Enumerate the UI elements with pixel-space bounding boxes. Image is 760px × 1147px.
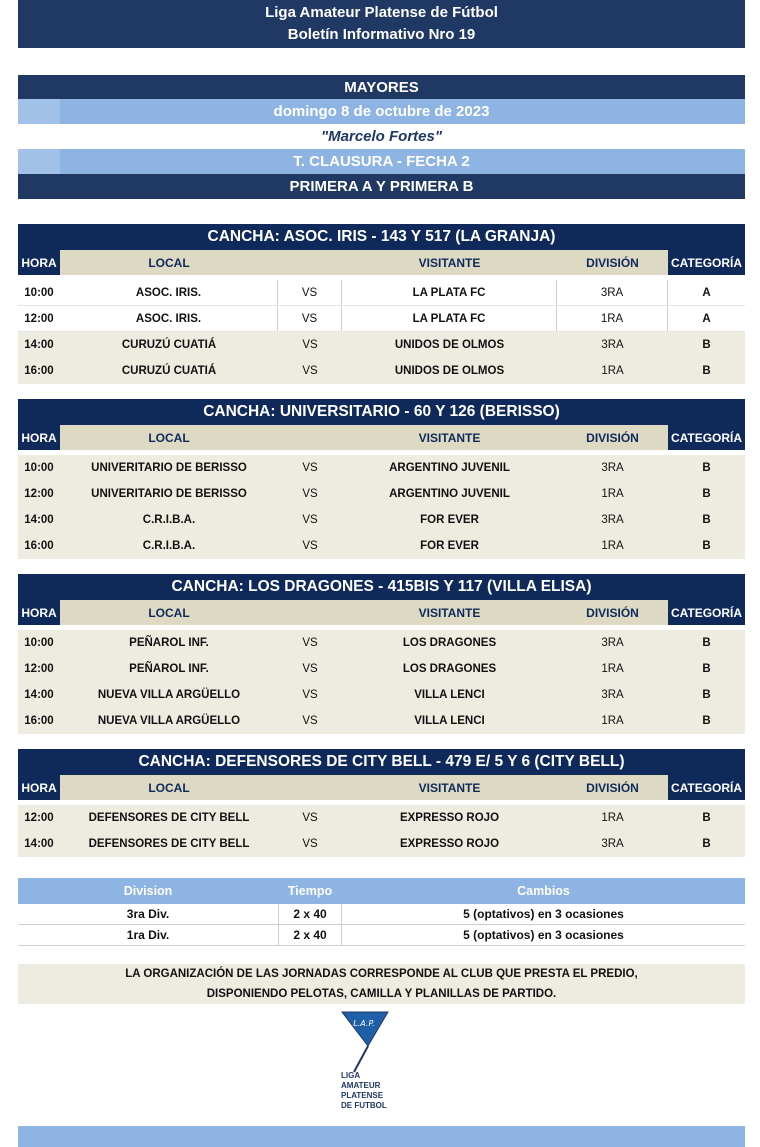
venue-title: CANCHA: LOS DRAGONES - 415BIS Y 117 (VILLA ELISA): [18, 574, 745, 600]
home-team: C.R.I.B.A.: [142, 540, 196, 552]
versus-label: VS: [302, 838, 318, 850]
match-category: B: [702, 365, 711, 377]
header-local: LOCAL: [60, 250, 278, 275]
match-row: [18, 805, 745, 831]
logo-line-1: LIGA: [341, 1071, 361, 1080]
match-category: B: [702, 488, 711, 500]
versus-label: VS: [302, 365, 318, 377]
flag-pole: [354, 1046, 368, 1072]
flag-text: L.A.P.: [353, 1019, 375, 1028]
table-header: [18, 600, 745, 625]
header-visitante: VISITANTE: [342, 250, 557, 275]
match-time: 10:00: [24, 286, 54, 299]
versus-label: VS: [302, 462, 318, 474]
header-categoria: CATEGORÍA: [668, 425, 745, 450]
home-team: CURUZÚ CUATIÁ: [121, 339, 217, 351]
versus-label: VS: [302, 715, 318, 727]
match-division: 1RA: [601, 812, 624, 824]
versus-label: VS: [302, 689, 318, 701]
away-team: EXPRESSO ROJO: [399, 838, 500, 850]
home-team: ASOC. IRIS.: [60, 306, 278, 331]
versus-label: VS: [302, 514, 318, 526]
versus-label: VS: [302, 637, 318, 649]
home-team: C.R.I.B.A.: [142, 514, 196, 526]
category-band: [18, 75, 745, 99]
header-hora: HORA: [18, 425, 60, 450]
match-time: 12:00: [24, 663, 54, 675]
match-division: 1RA: [601, 540, 624, 552]
match-row: [18, 708, 745, 734]
away-team: FOR EVER: [420, 514, 479, 526]
tribute-name: "Marcelo Fortes": [321, 128, 442, 145]
versus-label: VS: [302, 540, 318, 552]
match-division: 1RA: [601, 715, 624, 727]
divisions-label: PRIMERA A Y PRIMERA B: [289, 178, 474, 195]
away-team: VILLA LENCI: [414, 715, 485, 727]
times-cambios: 5 (optativos) en 3 ocasiones: [463, 928, 624, 942]
match-division: 1RA: [601, 663, 624, 675]
flag-shape: [342, 1012, 388, 1046]
home-team: UNIVERITARIO DE BERISSO: [91, 462, 247, 474]
match-row: [18, 332, 745, 358]
header-categoria: CATEGORÍA: [668, 775, 745, 800]
venue-section: [18, 574, 745, 734]
home-team: UNIVERITARIO DE BERISSO: [91, 488, 247, 500]
tournament-band: [18, 149, 745, 174]
match-time: 14:00: [24, 514, 54, 526]
category-label: MAYORES: [344, 78, 419, 96]
match-row: [18, 533, 745, 559]
header-categoria: CATEGORÍA: [668, 250, 745, 275]
home-team: ASOC. IRIS.: [60, 280, 278, 305]
versus-label: VS: [302, 339, 318, 351]
note-line-1: LA ORGANIZACIÓN DE LAS JORNADAS CORRESPONDE AL CLUB QUE PRESTA EL PREDIO,: [125, 968, 638, 980]
times-header-division: Division: [123, 884, 173, 898]
match-category: B: [702, 689, 711, 701]
versus-label: VS: [302, 488, 318, 500]
table-header: [18, 775, 745, 800]
header-division: DIVISIÓN: [557, 775, 668, 800]
match-times-table: [18, 878, 745, 946]
match-division: 3RA: [601, 514, 624, 526]
header-gap: [278, 425, 342, 450]
header-division: DIVISIÓN: [557, 600, 668, 625]
home-team: NUEVA VILLA ARGÜELLO: [97, 689, 241, 701]
times-tiempo: 2 x 40: [278, 904, 342, 924]
away-team: FOR EVER: [420, 540, 479, 552]
match-time: 14:00: [24, 689, 54, 701]
match-row: [18, 682, 745, 708]
versus-label: VS: [302, 663, 318, 675]
away-team: EXPRESSO ROJO: [399, 812, 500, 824]
match-category: B: [702, 663, 711, 675]
match-category: B: [702, 339, 711, 351]
bulletin-title: Boletín Informativo Nro 19: [287, 26, 476, 43]
header-local: LOCAL: [60, 775, 278, 800]
match-row: [18, 507, 745, 533]
away-team: LA PLATA FC: [342, 306, 557, 331]
away-team: VILLA LENCI: [414, 689, 485, 701]
match-category: B: [702, 838, 711, 850]
header-division: DIVISIÓN: [557, 425, 668, 450]
match-time: 16:00: [24, 365, 54, 377]
away-team: LOS DRAGONES: [402, 637, 497, 649]
header-categoria: CATEGORÍA: [668, 600, 745, 625]
header-local: LOCAL: [60, 600, 278, 625]
away-team: LA PLATA FC: [342, 280, 557, 305]
table-header: [18, 250, 745, 275]
versus-label: VS: [302, 812, 318, 824]
match-date: domingo 8 de octubre de 2023: [273, 103, 490, 120]
header-local: LOCAL: [60, 425, 278, 450]
away-team: ARGENTINO JUVENIL: [389, 488, 510, 500]
match-division: 3RA: [601, 339, 624, 351]
match-time: 14:00: [24, 339, 54, 351]
bulletin-header: [18, 0, 745, 48]
versus-label: VS: [278, 280, 342, 305]
match-category: B: [702, 637, 711, 649]
match-time: 12:00: [24, 812, 54, 824]
band-marker: [18, 99, 60, 124]
header-visitante: VISITANTE: [342, 775, 557, 800]
logo-caption: [341, 1071, 387, 1111]
header-division: DIVISIÓN: [557, 250, 668, 275]
match-time: 16:00: [24, 540, 54, 552]
venue-title: CANCHA: DEFENSORES DE CITY BELL - 479 E/ 5 Y 6 (CITY BELL): [18, 749, 745, 775]
header-hora: HORA: [18, 775, 60, 800]
match-row: [18, 455, 745, 481]
times-division: 1ra Div.: [126, 928, 170, 942]
header-hora: HORA: [18, 250, 60, 275]
logo-line-4: DE FUTBOL: [341, 1101, 387, 1110]
home-team: CURUZÚ CUATIÁ: [121, 365, 217, 377]
header-hora: HORA: [18, 600, 60, 625]
header-gap: [278, 250, 342, 275]
header-visitante: VISITANTE: [342, 600, 557, 625]
home-team: DEFENSORES DE CITY BELL: [88, 812, 250, 824]
times-row: [18, 904, 745, 925]
venue-section: [18, 399, 745, 559]
times-header: [18, 878, 745, 904]
logo-line-2: AMATEUR: [341, 1081, 381, 1090]
match-time: 16:00: [24, 715, 54, 727]
match-division: 1RA: [601, 365, 624, 377]
match-division: 1RA: [557, 306, 668, 331]
match-category: B: [702, 540, 711, 552]
match-division: 3RA: [557, 280, 668, 305]
away-team: LOS DRAGONES: [402, 663, 497, 675]
date-band: [18, 99, 745, 124]
footer-band: [18, 1126, 745, 1147]
venue-section: [18, 224, 745, 384]
divisions-band: [18, 174, 745, 199]
match-row: [18, 280, 745, 306]
match-division: 3RA: [601, 462, 624, 474]
match-category: B: [702, 462, 711, 474]
match-division: 1RA: [601, 488, 624, 500]
header-visitante: VISITANTE: [342, 425, 557, 450]
organization-note: [18, 964, 745, 1004]
match-time: 14:00: [24, 838, 54, 850]
match-time: 10:00: [24, 462, 54, 474]
match-division: 3RA: [601, 838, 624, 850]
match-category: A: [702, 312, 711, 325]
match-row: [18, 630, 745, 656]
away-team: UNIDOS DE OLMOS: [394, 339, 505, 351]
home-team: PEÑAROL INF.: [129, 663, 209, 675]
band-marker: [18, 149, 60, 174]
venue-section: [18, 749, 745, 857]
logo-line-3: PLATENSE: [341, 1091, 384, 1100]
times-header-cambios: Cambios: [517, 884, 570, 898]
away-team: ARGENTINO JUVENIL: [389, 462, 510, 474]
match-row: [18, 481, 745, 507]
times-header-tiempo: Tiempo: [287, 884, 333, 898]
times-cambios: 5 (optativos) en 3 ocasiones: [463, 907, 624, 921]
times-division: 3ra Div.: [126, 907, 170, 921]
venue-title: CANCHA: UNIVERSITARIO - 60 Y 126 (BERISSO): [18, 399, 745, 425]
away-team: UNIDOS DE OLMOS: [394, 365, 505, 377]
match-category: B: [702, 514, 711, 526]
match-row: [18, 656, 745, 682]
match-division: 3RA: [601, 637, 624, 649]
match-row: [18, 306, 745, 332]
tribute-band: [18, 124, 745, 149]
home-team: NUEVA VILLA ARGÜELLO: [97, 715, 241, 727]
match-row: [18, 831, 745, 857]
match-time: 10:00: [24, 637, 54, 649]
match-time: 12:00: [24, 488, 54, 500]
home-team: PEÑAROL INF.: [129, 637, 209, 649]
match-category: A: [702, 286, 711, 299]
table-header: [18, 425, 745, 450]
match-division: 3RA: [601, 689, 624, 701]
times-row: [18, 925, 745, 946]
note-line-2: DISPONIENDO PELOTAS, CAMILLA Y PLANILLAS DE PARTIDO.: [206, 988, 557, 1000]
header-gap: [278, 775, 342, 800]
match-category: B: [702, 812, 711, 824]
league-title: Liga Amateur Platense de Fútbol: [265, 4, 498, 21]
match-category: B: [702, 715, 711, 727]
header-gap: [278, 600, 342, 625]
times-tiempo: 2 x 40: [278, 925, 342, 945]
match-row: [18, 358, 745, 384]
versus-label: VS: [278, 306, 342, 331]
venue-title: CANCHA: ASOC. IRIS - 143 Y 517 (LA GRANJA): [18, 224, 745, 250]
home-team: DEFENSORES DE CITY BELL: [88, 838, 250, 850]
tournament-label: T. CLAUSURA - FECHA 2: [293, 153, 470, 170]
match-time: 12:00: [24, 312, 54, 325]
